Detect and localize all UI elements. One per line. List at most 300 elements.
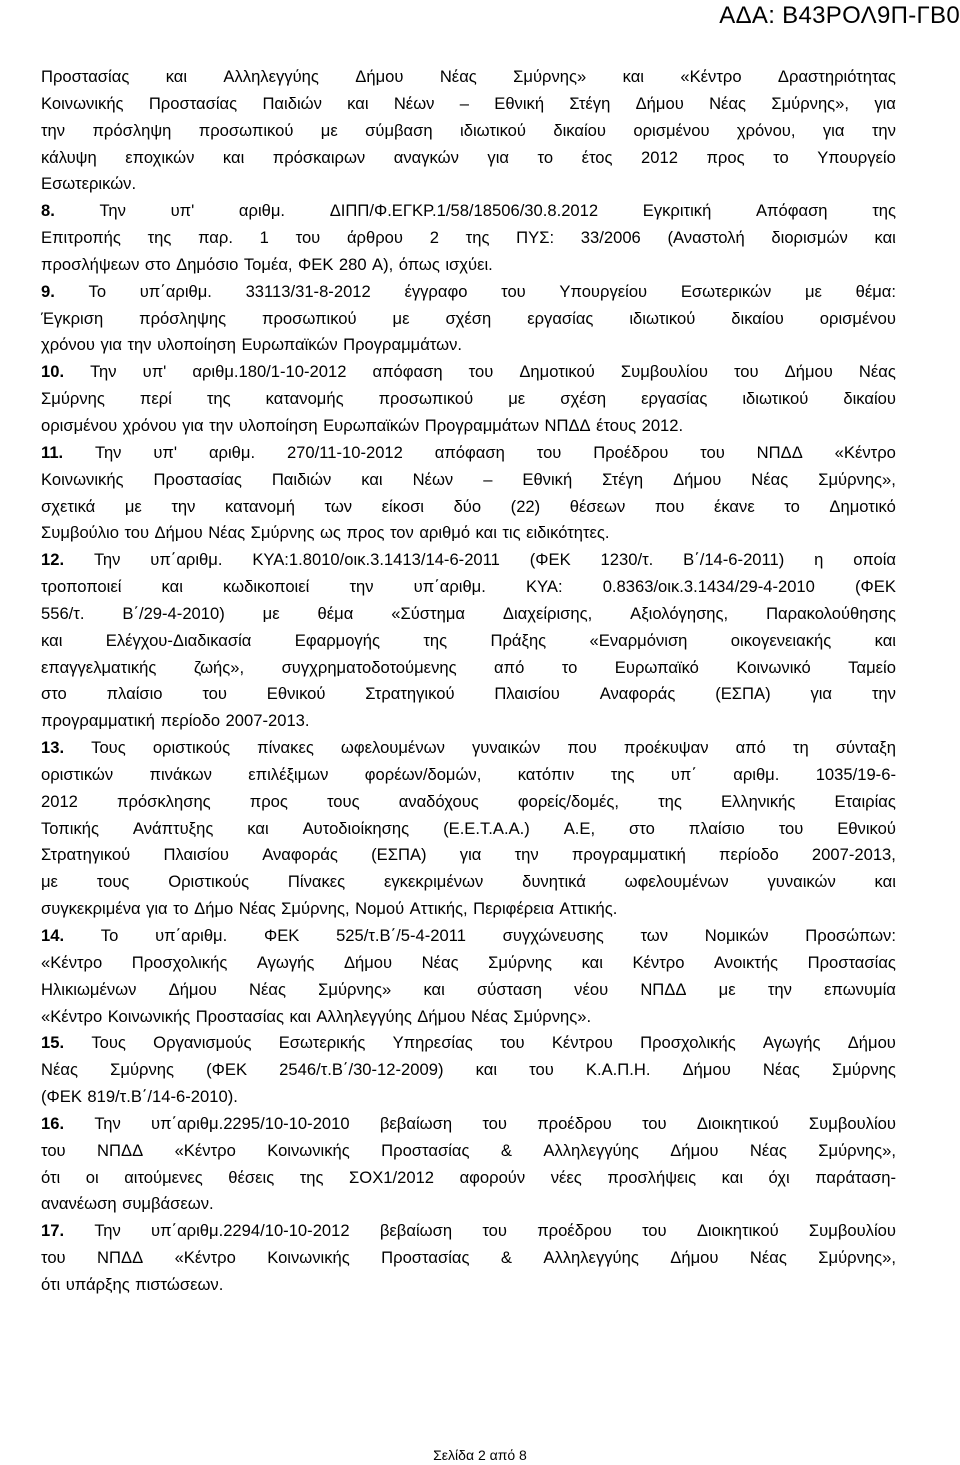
word: υλοποίηση xyxy=(238,415,318,435)
word: δικαίου xyxy=(843,389,896,409)
word: σχετικά xyxy=(41,496,96,516)
word: Αλληλεγγύης xyxy=(316,1006,412,1026)
word: όπως xyxy=(398,254,440,274)
word: την xyxy=(41,120,66,140)
word: χρόνου xyxy=(122,415,177,435)
word: Προστασίας xyxy=(381,1248,470,1268)
text-line xyxy=(41,118,896,145)
text-line xyxy=(41,1165,896,1192)
word: ΝΠΔΔ xyxy=(756,442,803,462)
word: ωφελουμένων xyxy=(340,738,445,758)
word: ισχύει. xyxy=(445,254,493,274)
word: του xyxy=(778,818,804,838)
word: από xyxy=(494,657,525,677)
word: Αυτοδιοίκησης xyxy=(302,818,410,838)
word: της xyxy=(610,764,635,784)
word: Α), xyxy=(372,254,394,274)
word: σχέση xyxy=(560,389,607,409)
ada-code: ΑΔΑ: Β43ΡΟΛ9Π-ΓΒ0 xyxy=(719,2,960,29)
list-item-line xyxy=(41,923,896,950)
word: δικαίου xyxy=(731,308,784,328)
word: Έγκριση xyxy=(41,308,104,328)
word: δύο xyxy=(453,496,482,516)
word: Σμύρνης». xyxy=(513,1006,592,1026)
word: Διοικητικού xyxy=(696,1113,779,1133)
word: για xyxy=(100,335,123,355)
word: τις xyxy=(502,523,521,543)
word: του xyxy=(468,362,494,382)
word: 2007-2013, xyxy=(811,845,896,865)
word: Δραστηριότητας xyxy=(777,67,896,86)
list-item-line xyxy=(41,440,896,467)
word: Ευρωπαϊκών xyxy=(241,335,338,355)
word: Νέας xyxy=(751,469,789,489)
word: 556/τ. xyxy=(41,603,85,623)
word: Προστασίας xyxy=(381,1140,470,1160)
word: για xyxy=(182,415,204,435)
word: επιλέξιμων xyxy=(248,764,329,784)
word: του xyxy=(499,1033,525,1053)
word: 2546/τ.Β΄/30-12-2009) xyxy=(279,1060,444,1080)
word: περίοδο xyxy=(719,845,779,865)
word: και xyxy=(423,979,445,999)
word: την xyxy=(127,335,152,355)
word: Νέας xyxy=(709,93,747,113)
word: θέμα xyxy=(317,603,354,623)
word: υπ΄αριθμ. xyxy=(155,926,228,945)
word: ΠΥΣ: xyxy=(516,228,555,248)
word: Εσωτερικής xyxy=(278,1033,366,1053)
word: και xyxy=(41,630,63,650)
list-item-line xyxy=(41,279,896,306)
word: 1035/19-6- xyxy=(815,764,896,784)
word: υπ΄αριθμ. xyxy=(139,281,212,301)
word: αριθμ. xyxy=(733,764,780,784)
word: Δήμου xyxy=(682,1060,731,1080)
word: Σμύρνης xyxy=(488,952,553,972)
word: έτος xyxy=(581,147,613,167)
word: δυνητικά xyxy=(522,872,586,892)
text-line xyxy=(41,842,896,869)
word: σύσταση xyxy=(477,979,542,999)
word: 2007-2013. xyxy=(225,711,310,731)
word: υπ' xyxy=(142,362,167,382)
word: Την xyxy=(94,1113,121,1133)
word: και xyxy=(289,1006,311,1026)
word: με xyxy=(320,120,338,140)
word: ΦΕΚ xyxy=(298,254,334,274)
word: προέδρου xyxy=(537,1221,612,1241)
word: Εθνική xyxy=(522,469,573,489)
item-number: 14. xyxy=(41,926,65,945)
word: Δήμου xyxy=(670,1248,719,1268)
text-line xyxy=(41,681,896,708)
word: Προσχολικής xyxy=(131,952,228,972)
word: την xyxy=(514,845,539,865)
word: Β΄/29-4-2010) xyxy=(122,603,225,623)
word: Σμύρνης» xyxy=(513,67,587,86)
word: βεβαίωση xyxy=(379,1221,453,1241)
word: Σμύρνης xyxy=(832,1060,896,1080)
text-line xyxy=(41,413,896,440)
word: ανανέωση xyxy=(41,1194,117,1214)
word: για xyxy=(810,684,833,704)
text-line xyxy=(41,520,896,547)
word: Σμύρνης», xyxy=(818,1248,896,1268)
word: Αγωγής xyxy=(256,952,315,972)
word: που xyxy=(654,496,685,516)
word: Κοινωνικής xyxy=(107,1006,191,1026)
word: και xyxy=(874,630,896,650)
item-number: 15. xyxy=(41,1033,65,1053)
word: Δημοτικού xyxy=(519,362,595,382)
word: του xyxy=(641,1221,667,1241)
word: – xyxy=(483,469,493,489)
word: και xyxy=(475,523,497,543)
word: της xyxy=(658,791,682,811)
word: και xyxy=(581,952,603,972)
word: Την xyxy=(95,442,122,462)
word: υπ΄αριθμ.2295/10-10-2010 xyxy=(151,1113,350,1133)
text-line xyxy=(41,1138,896,1165)
word: Αναφοράς xyxy=(262,845,338,865)
word: Πλαισίου xyxy=(494,684,560,704)
word: Νέας xyxy=(208,523,246,543)
word: Προστασίας xyxy=(195,1006,285,1026)
word: το xyxy=(773,147,789,167)
word: & xyxy=(500,1248,512,1268)
word: «Κέντρο xyxy=(41,1006,103,1026)
item-number: 16. xyxy=(41,1113,65,1133)
word: Κοινωνικό xyxy=(736,657,811,677)
word: Στρατηγικού xyxy=(365,684,455,704)
word: Τοπικής xyxy=(41,818,99,838)
word: προσλήψεις xyxy=(607,1167,697,1187)
word: Προγραμμάτων. xyxy=(343,335,462,355)
word: την xyxy=(171,496,196,516)
word: εργασίας xyxy=(527,308,594,328)
text-line xyxy=(41,1272,896,1299)
word: 270/11-10-2012 xyxy=(286,442,403,462)
word: 1 xyxy=(259,228,269,248)
word: κωδικοποιεί xyxy=(223,577,310,597)
word: ΝΠΔΔ xyxy=(97,1248,144,1268)
word: του xyxy=(482,1221,507,1241)
word: τον xyxy=(389,523,414,543)
item-number: 10. xyxy=(41,362,65,382)
word: σχέση xyxy=(445,308,492,328)
word: Αλληλεγγύης xyxy=(543,1140,639,1160)
word: Την xyxy=(94,1221,121,1241)
text-line xyxy=(41,628,896,655)
word: και xyxy=(622,67,644,86)
word: ειδικότητες. xyxy=(526,523,610,543)
word: εργασίας xyxy=(641,389,708,409)
word: κατανομή xyxy=(225,496,295,516)
word: Δήμου xyxy=(670,1140,719,1160)
word: της xyxy=(299,1167,324,1187)
text-line xyxy=(41,789,896,816)
word: αιτούμενες xyxy=(124,1167,203,1187)
word: Συμβουλίου xyxy=(808,1221,896,1241)
word: Νέας xyxy=(749,1248,787,1268)
word: περί xyxy=(139,389,172,409)
word: προγραμματική xyxy=(41,711,155,731)
word: διορισμών xyxy=(771,228,848,248)
word: ωφελουμένων xyxy=(624,872,729,892)
word: «Κέντρο xyxy=(174,1140,236,1160)
word: θέσεις xyxy=(228,1167,275,1187)
word: προέδρου xyxy=(537,1113,612,1133)
word: Προέδρου xyxy=(593,442,669,462)
word: του xyxy=(536,442,562,462)
word: οριστικών xyxy=(41,764,114,784)
word: γυναικών xyxy=(471,738,541,758)
word: προς xyxy=(249,791,288,811)
word: υπ΄αριθμ. xyxy=(150,550,223,570)
word: Κέντρου xyxy=(551,1033,613,1053)
text-line xyxy=(41,1084,896,1111)
word: (Ε.Ε.Τ.Α.Α.) xyxy=(443,818,530,838)
word: Εσωτερικών xyxy=(680,281,772,301)
word: παρ. xyxy=(198,228,233,248)
text-line xyxy=(41,252,896,279)
text-line xyxy=(41,1191,896,1218)
word: συμβάσεων. xyxy=(122,1194,214,1214)
word: Εταιρίας xyxy=(834,791,896,811)
word: 2012 xyxy=(41,791,78,811)
word: της xyxy=(465,228,490,248)
word: κατανομής xyxy=(265,389,344,409)
word: υπ' xyxy=(153,442,178,462)
word: αναγκών xyxy=(393,147,459,167)
word: Εθνικού xyxy=(266,684,326,704)
word: υπ΄αριθμ.2294/10-10-2012 xyxy=(151,1221,350,1241)
word: Β΄/14-6-2011) xyxy=(683,550,785,570)
word: Τους xyxy=(91,738,126,758)
word: ιδιωτικού xyxy=(742,389,809,409)
word: υλοποίηση xyxy=(157,335,237,355)
word: ΝΠΔΔ xyxy=(640,979,687,999)
word: Παρακολούθησης xyxy=(766,603,896,623)
word: Σμύρνης» xyxy=(318,979,392,999)
word: ΣΟΧ1/2012 xyxy=(349,1167,435,1187)
word: θέσεων xyxy=(569,496,626,516)
word: με xyxy=(718,979,736,999)
word: πιστώσεων. xyxy=(135,1274,224,1294)
word: ΝΠΔΔ xyxy=(544,415,591,435)
word: τους xyxy=(326,791,360,811)
word: παράταση- xyxy=(815,1167,896,1187)
list-item-line xyxy=(41,1111,896,1138)
word: Δήμου xyxy=(355,67,404,86)
word: Δήμο xyxy=(194,899,234,919)
text-line xyxy=(41,708,896,735)
item-number: 8. xyxy=(41,201,55,221)
word: Νέας xyxy=(41,1060,78,1080)
word: Παιδιών xyxy=(262,93,322,113)
word: Ανοικτής xyxy=(714,952,779,972)
word: την xyxy=(209,415,234,435)
word: Οριστικούς xyxy=(168,872,250,892)
word: αριθμ.180/1-10-2012 xyxy=(192,362,347,382)
word: είκοσι xyxy=(381,496,424,516)
word: χρόνου, xyxy=(736,120,796,140)
word: Την xyxy=(93,550,121,570)
word: στο xyxy=(629,818,655,838)
word: του xyxy=(202,684,227,704)
word: «Κέντρο xyxy=(41,952,103,972)
word: της xyxy=(147,228,172,248)
text-line xyxy=(41,1245,896,1272)
word: Το xyxy=(88,281,107,301)
text-line xyxy=(41,601,896,628)
item-number: 9. xyxy=(41,281,55,301)
word: οι xyxy=(85,1167,99,1187)
word: Δήμου xyxy=(673,469,722,489)
word: (ΦΕΚ xyxy=(41,1087,82,1107)
word: προσλήψεων xyxy=(41,254,140,274)
word: υπ' xyxy=(170,201,195,221)
word: 33113/31-8-2012 xyxy=(245,281,371,301)
word: (ΕΣΠΑ) xyxy=(371,845,427,865)
word: του xyxy=(41,1140,66,1160)
word: ζωής», xyxy=(193,657,245,677)
word: για xyxy=(487,147,509,167)
word: Σμύρνης, xyxy=(281,899,350,919)
word: υπάρξης xyxy=(65,1274,130,1294)
word: (ΦΕΚ xyxy=(206,1060,248,1080)
word: ΦΕΚ xyxy=(263,926,300,945)
word: ορισμένου xyxy=(633,120,710,140)
word: Πίνακες xyxy=(287,872,346,892)
word: της xyxy=(206,389,231,409)
word: από xyxy=(735,738,766,758)
word: Δήμου xyxy=(635,93,684,113)
word: σύνταξη xyxy=(835,738,896,758)
text-line xyxy=(41,145,896,172)
word: Ελληνικής xyxy=(721,791,796,811)
word: προς xyxy=(706,147,745,167)
word: Νέας xyxy=(858,362,896,382)
word: έγγραφο xyxy=(404,281,468,301)
word: το xyxy=(561,657,578,677)
word: και xyxy=(475,1060,497,1080)
word: Προσχολικής xyxy=(640,1033,736,1053)
word: ως xyxy=(319,523,341,543)
word: γυναικών xyxy=(767,872,836,892)
word: ορισμένου xyxy=(819,308,896,328)
word: Αττικής. xyxy=(559,899,618,919)
word: το xyxy=(537,147,554,167)
word: στο xyxy=(41,684,67,704)
word: την xyxy=(349,577,374,597)
word: για xyxy=(822,120,845,140)
word: πινάκων xyxy=(149,764,212,784)
list-item-line xyxy=(41,1218,896,1245)
word: Νομικών xyxy=(704,926,769,945)
text-line xyxy=(41,171,896,198)
word: ΝΠΔΔ xyxy=(97,1140,144,1160)
word: προγραμματική xyxy=(571,845,686,865)
word: Περιφέρεια xyxy=(473,899,554,919)
text-line xyxy=(41,494,896,521)
word: (ΦΕΚ xyxy=(855,577,896,597)
word: Σμύρνης», xyxy=(818,469,896,489)
word: 2012. xyxy=(641,415,684,435)
word: φορέων/δομών, xyxy=(364,764,482,784)
word: Αναφοράς xyxy=(599,684,676,704)
word: Κέντρο xyxy=(632,952,685,972)
word: τους xyxy=(96,872,130,892)
word: Δημόσιο xyxy=(176,254,239,274)
word: Δημοτικό xyxy=(829,496,896,516)
word: Στέγη xyxy=(569,93,611,113)
word: θέμα: xyxy=(855,281,896,301)
word: των xyxy=(324,496,353,516)
word: προσωπικού xyxy=(198,120,294,140)
word: Αλληλεγγύης xyxy=(223,67,319,86)
word: Σμύρνης xyxy=(41,389,105,409)
word: πρόσκαιρων xyxy=(272,147,366,167)
word: την xyxy=(767,979,792,999)
word: Ευρωπαϊκών xyxy=(323,415,420,435)
text-line xyxy=(41,574,896,601)
word: αναδόχους xyxy=(398,791,479,811)
word: 1230/τ. xyxy=(600,550,654,570)
word: Νέας xyxy=(248,979,286,999)
word: των xyxy=(640,926,669,945)
word: άρθρου xyxy=(346,228,403,248)
word: κάλυψη xyxy=(41,147,97,167)
word: προς xyxy=(346,523,385,543)
word: Προστασίας xyxy=(807,952,896,972)
word: Κ.Α.Π.Η. xyxy=(585,1060,651,1080)
word: Νέων xyxy=(393,93,435,113)
word: Εφαρμογής xyxy=(294,630,380,650)
text-line xyxy=(41,467,896,494)
word: 2012 xyxy=(641,147,678,167)
word: Νομού xyxy=(355,899,405,919)
word: Νέων xyxy=(412,469,454,489)
word: Νέας xyxy=(762,1060,800,1080)
word: πρόσληψης xyxy=(139,308,227,328)
text-line xyxy=(41,762,896,789)
word: Δήμου xyxy=(168,979,217,999)
word: Ανάπτυξης xyxy=(132,818,214,838)
word: συγχώνευσης xyxy=(502,926,604,945)
word: Το xyxy=(100,926,119,945)
word: «Εναρμόνιση xyxy=(589,630,688,650)
word: Διοικητικού xyxy=(696,1221,779,1241)
text-line xyxy=(41,1004,896,1031)
word: επαγγελματικής xyxy=(41,657,157,677)
word: Διαχείρισης, xyxy=(502,603,593,623)
word: αριθμό xyxy=(419,523,471,543)
word: σύμβαση xyxy=(365,120,433,140)
word: της xyxy=(423,630,448,650)
word: «Σύστημα xyxy=(391,603,465,623)
word: Εγκριτική xyxy=(642,201,712,221)
word: Προστασίας xyxy=(148,93,238,113)
text-line xyxy=(41,869,896,896)
word: με xyxy=(124,496,142,516)
word: οποία xyxy=(853,550,896,570)
word: δικαίου xyxy=(553,120,606,140)
word: Ταμείο xyxy=(848,657,896,677)
word: Α.Ε, xyxy=(563,818,596,838)
word: (ΦΕΚ xyxy=(529,550,571,570)
